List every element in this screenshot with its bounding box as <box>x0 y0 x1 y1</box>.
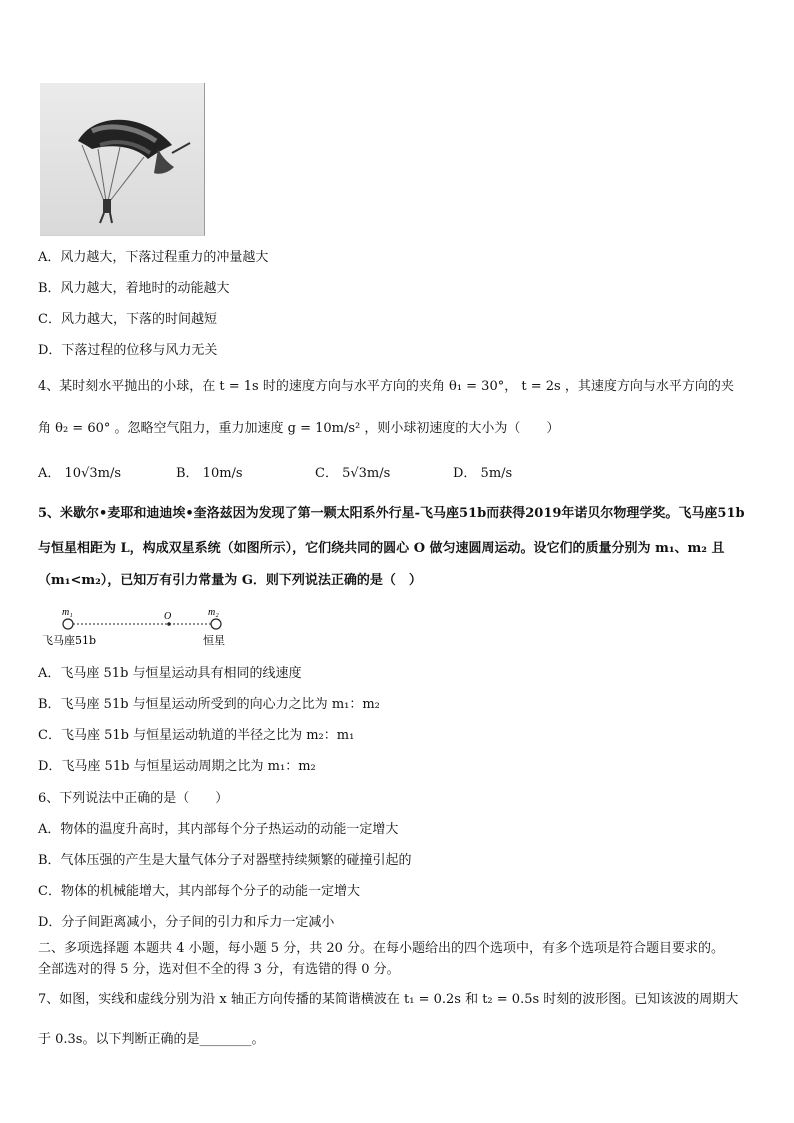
q3-option-b: B．风力越大，着地时的动能越大 <box>38 281 230 296</box>
q6-option-c: C．物体的机械能增大，其内部每个分子的动能一定增大 <box>38 884 360 899</box>
q4-option-a: A． 10√3m/s <box>38 466 121 481</box>
q5-stem-line2: 与恒星相距为 L，构成双星系统（如图所示），它们绕共同的圆心 O 做匀速圆周运动。设它们的质量分别为 m₁、m₂ 且 <box>38 541 725 556</box>
diagram-star-label: 恒星 <box>203 634 225 647</box>
q6-option-b: B．气体压强的产生是大量气体分子对器壁持续频繁的碰撞引起的 <box>38 853 412 868</box>
q6-option-a: A．物体的温度升高时，其内部每个分子热运动的动能一定增大 <box>38 822 399 837</box>
q5-option-b: B．飞马座 51b 与恒星运动所受到的向心力之比为 m₁：m₂ <box>38 697 380 712</box>
q3-option-a: A．风力越大，下落过程重力的冲量越大 <box>38 250 269 265</box>
star-circle <box>211 619 221 629</box>
section2-heading-line1: 二、多项选择题 本题共 4 小题，每小题 5 分，共 20 分。在每小题给出的四个选项中，有多个选项是符合题目要求的。 <box>38 941 725 956</box>
q6-stem: 6、下列说法中正确的是（ ） <box>38 791 229 806</box>
q5-option-a: A．飞马座 51b 与恒星运动具有相同的线速度 <box>38 666 302 681</box>
q5-stem-line1: 5、米歇尔•麦耶和迪迪埃•奎洛兹因为发现了第一颗太阳系外行星-飞马座51b而获得2019年诺贝尔物理学奖。飞马座51b <box>38 506 745 521</box>
diagram-m1-label: m₁ <box>62 607 73 618</box>
parachute-photo <box>40 83 205 236</box>
center-o-point <box>167 622 171 626</box>
q4-stem-line2: 角 θ₂ = 60° 。忽略空气阻力，重力加速度 g = 10m/s² ，则小球初速度的大小为（ ） <box>38 421 560 436</box>
q7-stem-line1: 7、如图，实线和虚线分别为沿 x 轴正方向传播的某简谐横波在 t₁ = 0.2s 和 t₂ = 0.5s 时刻的波形图。已知该波的周期大 <box>38 992 739 1007</box>
q5-stem-line3: （m₁<m₂），已知万有引力常量为 G．则下列说法正确的是（ ） <box>38 573 422 588</box>
q4-option-c: C． 5√3m/s <box>315 466 391 481</box>
section2-heading-line2: 全部选对的得 5 分，选对但不全的得 3 分，有选错的得 0 分。 <box>38 962 400 977</box>
planet-circle <box>63 619 73 629</box>
q3-option-d: D．下落过程的位移与风力无关 <box>38 343 218 358</box>
diagram-planet-label: 飞马座51b <box>42 634 97 647</box>
q5-option-c: C．飞马座 51b 与恒星运动轨道的半径之比为 m₂：m₁ <box>38 728 355 743</box>
q7-stem-line2: 于 0.3s。以下判断正确的是________。 <box>38 1032 265 1047</box>
diagram-o-label: O <box>164 611 172 622</box>
q3-option-c: C．风力越大，下落的时间越短 <box>38 312 217 327</box>
q4-option-d: D． 5m/s <box>453 466 513 481</box>
q6-option-d: D．分子间距离减小，分子间的引力和斥力一定减小 <box>38 915 335 930</box>
diagram-m2-label: m₂ <box>208 607 219 618</box>
q5-option-d: D．飞马座 51b 与恒星运动周期之比为 m₁：m₂ <box>38 759 316 774</box>
q4-stem-line1: 4、某时刻水平抛出的小球，在 t = 1s 时的速度方向与水平方向的夹角 θ₁ = 30°， t = 2s ，其速度方向与水平方向的夹 <box>38 379 734 394</box>
parachute-icon <box>40 83 204 235</box>
binary-star-diagram <box>40 604 260 652</box>
q4-option-b: B． 10m/s <box>176 466 243 481</box>
